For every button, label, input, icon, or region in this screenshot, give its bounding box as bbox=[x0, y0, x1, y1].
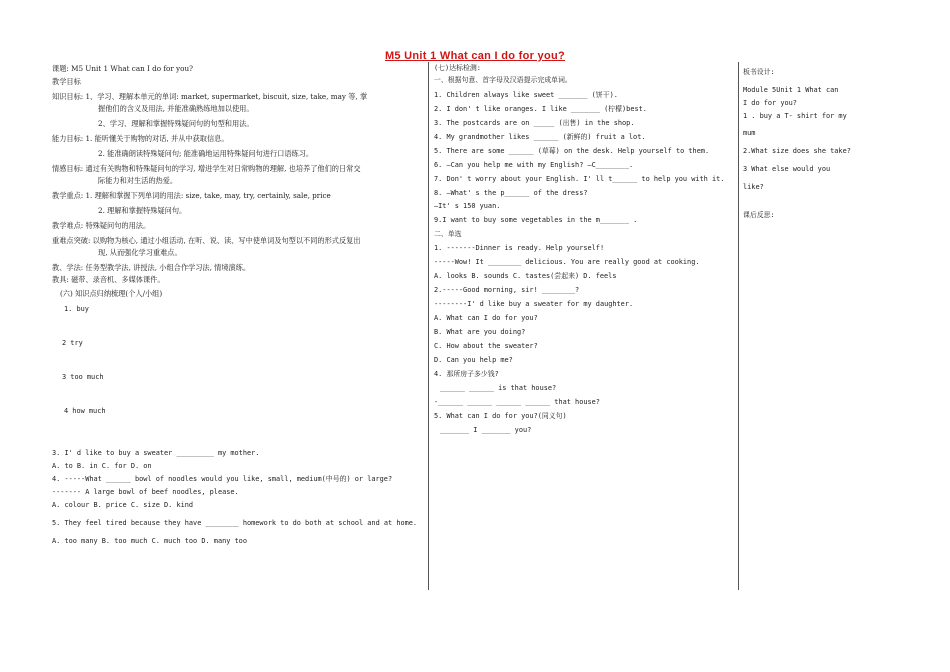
fill-2: 2. I don' t like oranges. I like _______ (柠檬)best. bbox=[434, 105, 647, 113]
fill-6: 6. —Can you help me with my English? —C________. bbox=[434, 161, 634, 169]
board-line-5: 2.What size does she take? bbox=[743, 147, 851, 155]
question-4-options: A. colour B. price C. size D. kind bbox=[52, 501, 194, 509]
page-title: M5 Unit 1 What can I do for you? bbox=[384, 50, 566, 62]
emotion-goal-b: 际能力和对生活的热爱。 bbox=[98, 176, 178, 185]
breakthrough-a: 重难点突破: 以购物为核心, 通过小组活动, 在听、说、读、写中使单词及句型以不同的形式反复出 bbox=[52, 236, 361, 245]
exercise-column bbox=[434, 64, 736, 440]
difficult-point: 教学难点: 特殊疑问句的用法。 bbox=[52, 221, 151, 230]
board-line-6: 3 What else would you bbox=[743, 165, 831, 173]
synonym-5: 5. What can I do for you?(同义句) bbox=[434, 412, 567, 420]
knowledge-goal-2: 2、学习、理解和掌握特殊疑问句的句型和用法。 bbox=[98, 119, 254, 128]
question-4: 4. -----What ______ bowl of noodles would you like, small, medium(中号的) or large? bbox=[52, 475, 393, 483]
part-two-heading: 二、单选 bbox=[434, 230, 462, 238]
point-buy: 1. buy bbox=[64, 305, 89, 313]
key-point-1: 教学重点: 1. 理解和掌握下列单词的用法: size, take, may, try, certainly, sale, price bbox=[52, 191, 331, 200]
mc-1: 1. -------Dinner is ready. Help yourself! bbox=[434, 244, 605, 252]
ability-goal-1: 能力目标: 1. 能听懂关于购物的对话, 并从中获取信息。 bbox=[52, 134, 229, 143]
fill-8: 8. —What' s the p______ of the dress? bbox=[434, 189, 588, 197]
lesson-topic: 课题: M5 Unit 1 What can I do for you? bbox=[52, 64, 193, 73]
fill-1: 1. Children always like sweet _______ (饼干). bbox=[434, 91, 618, 99]
board-line-2: I do for you? bbox=[743, 99, 797, 107]
section-six-heading: (六) 知识点归纳梳理(个人/小组) bbox=[60, 289, 163, 298]
breakthrough-b: 现, 从而强化学习重难点。 bbox=[98, 248, 182, 257]
mc-2-option-d: D. Can you help me? bbox=[434, 356, 513, 364]
board-design-heading: 板书设计: bbox=[743, 68, 775, 76]
point-too-much: 3 too much bbox=[62, 373, 104, 381]
teaching-aids: 教具: 磁带、录音机、多媒体课件。 bbox=[52, 275, 165, 284]
board-design-column bbox=[743, 68, 863, 225]
ability-goal-2: 2. 能准确朗读特殊疑问句; 能准确地运用特殊疑问句进行口语练习。 bbox=[98, 149, 314, 158]
knowledge-goal-1b: 握他们的含义及用法, 并能准确熟练地加以使用。 bbox=[98, 104, 254, 113]
question-5-options: A. too many B. too much C. much too D. many too bbox=[52, 537, 247, 545]
mc-1-reply: -----Wow! It ________ delicious. You are really good at cooking. bbox=[434, 258, 700, 266]
mc-1-options: A. looks B. sounds C. tastes(尝起来) D. feels bbox=[434, 272, 617, 280]
board-line-1: Module 5Unit 1 What can bbox=[743, 86, 839, 94]
mc-2-option-c: C. How about the sweater? bbox=[434, 342, 538, 350]
point-how-much: 4 how much bbox=[64, 407, 106, 415]
key-point-2: 2. 理解和掌握特殊疑问句。 bbox=[98, 206, 187, 215]
point-try: 2 try bbox=[62, 339, 83, 347]
section-seven-heading: (七)达标检测: bbox=[434, 64, 481, 72]
question-4-answer: ------- A large bowl of beef noodles, please. bbox=[52, 488, 239, 496]
question-3-options: A. to B. in C. for D. on bbox=[52, 462, 152, 470]
board-line-3: 1 . buy a T- shirt for my bbox=[743, 112, 847, 120]
mc-2-reply: --------I' d like buy a sweater for my daughter. bbox=[434, 300, 634, 308]
reflection-heading: 课后反思: bbox=[743, 211, 775, 219]
fill-9: 9.I want to buy some vegetables in the m_______ . bbox=[434, 216, 638, 224]
column-divider-left bbox=[428, 62, 429, 590]
fill-4: 4. My grandmother likes ______ (新鲜的) fruit a lot. bbox=[434, 133, 646, 141]
fill-8-answer: —It' s 150 yuan. bbox=[434, 202, 501, 210]
lesson-plan-column bbox=[52, 64, 424, 550]
synonym-5-blank: _______ I _______ you? bbox=[440, 426, 532, 434]
part-one-heading: 一、根据句意、首字母及汉语提示完成单词。 bbox=[434, 76, 572, 84]
teaching-methods: 教、学法: 任务型教学法, 讲授法, 小组合作学习法, 情境演练。 bbox=[52, 263, 251, 272]
heading-teaching-goals: 教学目标 bbox=[52, 77, 81, 86]
question-3: 3. I' d like to buy a sweater _________ my mother. bbox=[52, 449, 260, 457]
board-line-7: like? bbox=[743, 183, 764, 191]
fill-5: 5. There are some ______ (草莓) on the desk. Help yourself to them. bbox=[434, 147, 710, 155]
emotion-goal-a: 情感目标: 通过有关购物和特殊疑问句的学习, 增进学生对日常购物的理解, 也培养了他们的日常交 bbox=[52, 164, 361, 173]
mc-2-option-a: A. What can I do for you? bbox=[434, 314, 538, 322]
column-divider-right bbox=[738, 62, 739, 590]
mc-2: 2.-----Good morning, sir! ________? bbox=[434, 286, 580, 294]
translate-4-blank-b: -______ ______ ______ ______ that house? bbox=[434, 398, 600, 406]
fill-7: 7. Don' t worry about your English. I' ll t______ to help you with it. bbox=[434, 175, 725, 183]
knowledge-goal-1a: 知识目标: 1、学习、理解本单元的单词: market, supermarket, biscuit, size, take, may 等, 掌 bbox=[52, 92, 368, 101]
board-line-4: mum bbox=[743, 129, 756, 137]
mc-2-option-b: B. What are you doing? bbox=[434, 328, 526, 336]
translate-4-blank-a: ______ ______ is that house? bbox=[440, 384, 557, 392]
translate-4: 4. 那所房子多少钱? bbox=[434, 370, 499, 378]
question-5: 5. They feel tired because they have ________ homework to do both at school and at home. bbox=[52, 519, 418, 527]
fill-3: 3. The postcards are on _____ (出售) in the shop. bbox=[434, 119, 635, 127]
